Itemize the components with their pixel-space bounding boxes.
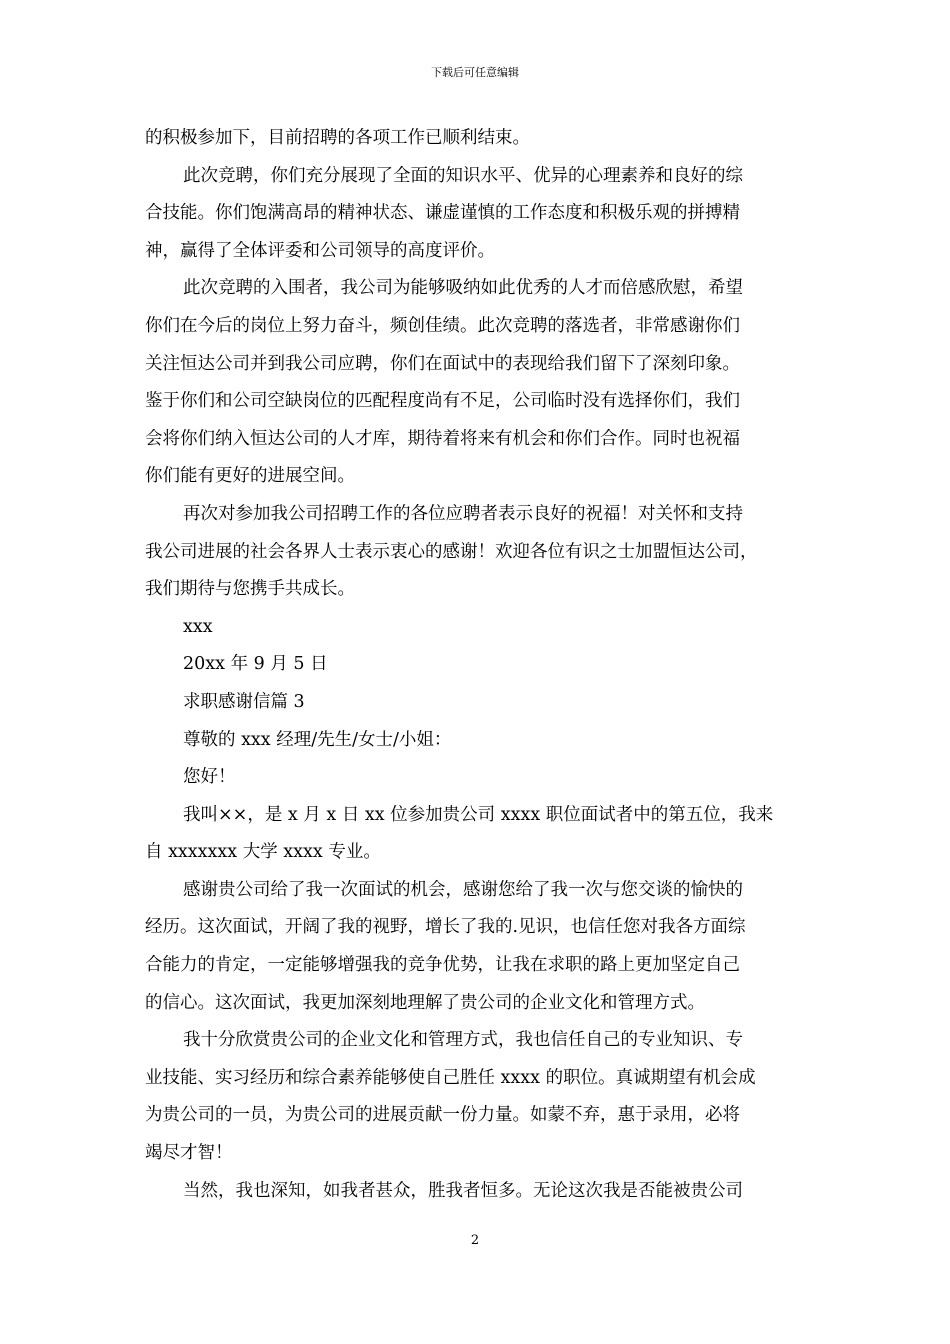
text-line: 鉴于你们和公司空缺岗位的匹配程度尚有不足，公司临时没有选择你们，我们 xyxy=(145,391,740,412)
page-number: 2 xyxy=(470,1233,480,1248)
text-line: 合能力的肯定，一定能够增强我的竞争优势，让我在求职的路上更加坚定自己 xyxy=(145,955,740,976)
text-line: 竭尽才智！ xyxy=(145,1143,233,1164)
text-line: 我们期待与您携手共成长。 xyxy=(145,579,355,600)
text-line: 此次竞聘的入围者，我公司为能够吸纳如此优秀的人才而倍感欣慰，希望 xyxy=(183,278,743,299)
section-title: 求职感谢信篇 3 xyxy=(183,691,305,712)
text-line: 我公司进展的社会各界人士表示衷心的感谢！欢迎各位有识之士加盟恒达公司， xyxy=(145,541,758,562)
text-line: 经历。这次面试，开阔了我的视野，增长了我的.见识，也信任您对我各方面综 xyxy=(145,917,746,938)
text-line: 你们在今后的岗位上努力奋斗，频创佳绩。此次竞聘的落选者，非常感谢你们 xyxy=(145,315,740,336)
page-header: 下载后可任意编辑 xyxy=(431,66,519,79)
text-line: 合技能。你们饱满高昂的精神状态、谦虚谨慎的工作态度和积极乐观的拼搏精 xyxy=(145,203,740,224)
text-line: 此次竞聘，你们充分展现了全面的知识水平、优异的心理素养和良好的综 xyxy=(183,165,743,186)
text-line: 我叫××，是 x 月 x 日 xx 位参加贵公司 xxxx 职位面试者中的第五位，我来 xyxy=(183,804,774,825)
text-line: 你们能有更好的进展空间。 xyxy=(145,466,355,487)
text-line: 的信心。这次面试，我更加深刻地理解了贵公司的企业文化和管理方式。 xyxy=(145,992,705,1013)
text-line: 的积极参加下，目前招聘的各项工作已顺利结束。 xyxy=(145,128,530,148)
text-line: 感谢贵公司给了我一次面试的机会，感谢您给了我一次与您交谈的愉快的 xyxy=(183,879,743,900)
text-line: 关注恒达公司并到我公司应聘，你们在面试中的表现给我们留下了深刻印象。 xyxy=(145,353,740,374)
salutation: 尊敬的 xxx 经理/先生/女士/小姐： xyxy=(183,729,452,750)
text-line: 再次对参加我公司招聘工作的各位应聘者表示良好的祝福！对关怀和支持 xyxy=(183,503,743,524)
text-line: 当然，我也深知，如我者甚众，胜我者恒多。无论这次我是否能被贵公司 xyxy=(183,1180,743,1201)
letter-date: 20xx 年 9 月 5 日 xyxy=(183,654,328,675)
text-line: 为贵公司的一员，为贵公司的进展贡献一份力量。如蒙不弃，惠于录用，必将 xyxy=(145,1105,740,1126)
text-line: 我十分欣赏贵公司的企业文化和管理方式，我也信任自己的专业知识、专 xyxy=(183,1030,743,1051)
text-line: 自 xxxxxxx 大学 xxxx 专业。 xyxy=(145,842,381,863)
text-line: 业技能、实习经历和综合素养能够使自己胜任 xxxx 的职位。真诚期望有机会成 xyxy=(145,1067,756,1088)
document-body xyxy=(145,120,810,1210)
greeting: 您好！ xyxy=(183,767,236,788)
text-line: 神，赢得了全体评委和公司领导的高度评价。 xyxy=(145,240,495,261)
text-line: 会将你们纳入恒达公司的人才库，期待着将来有机会和你们合作。同时也祝福 xyxy=(145,428,740,449)
signature-name: xxx xyxy=(183,616,213,637)
